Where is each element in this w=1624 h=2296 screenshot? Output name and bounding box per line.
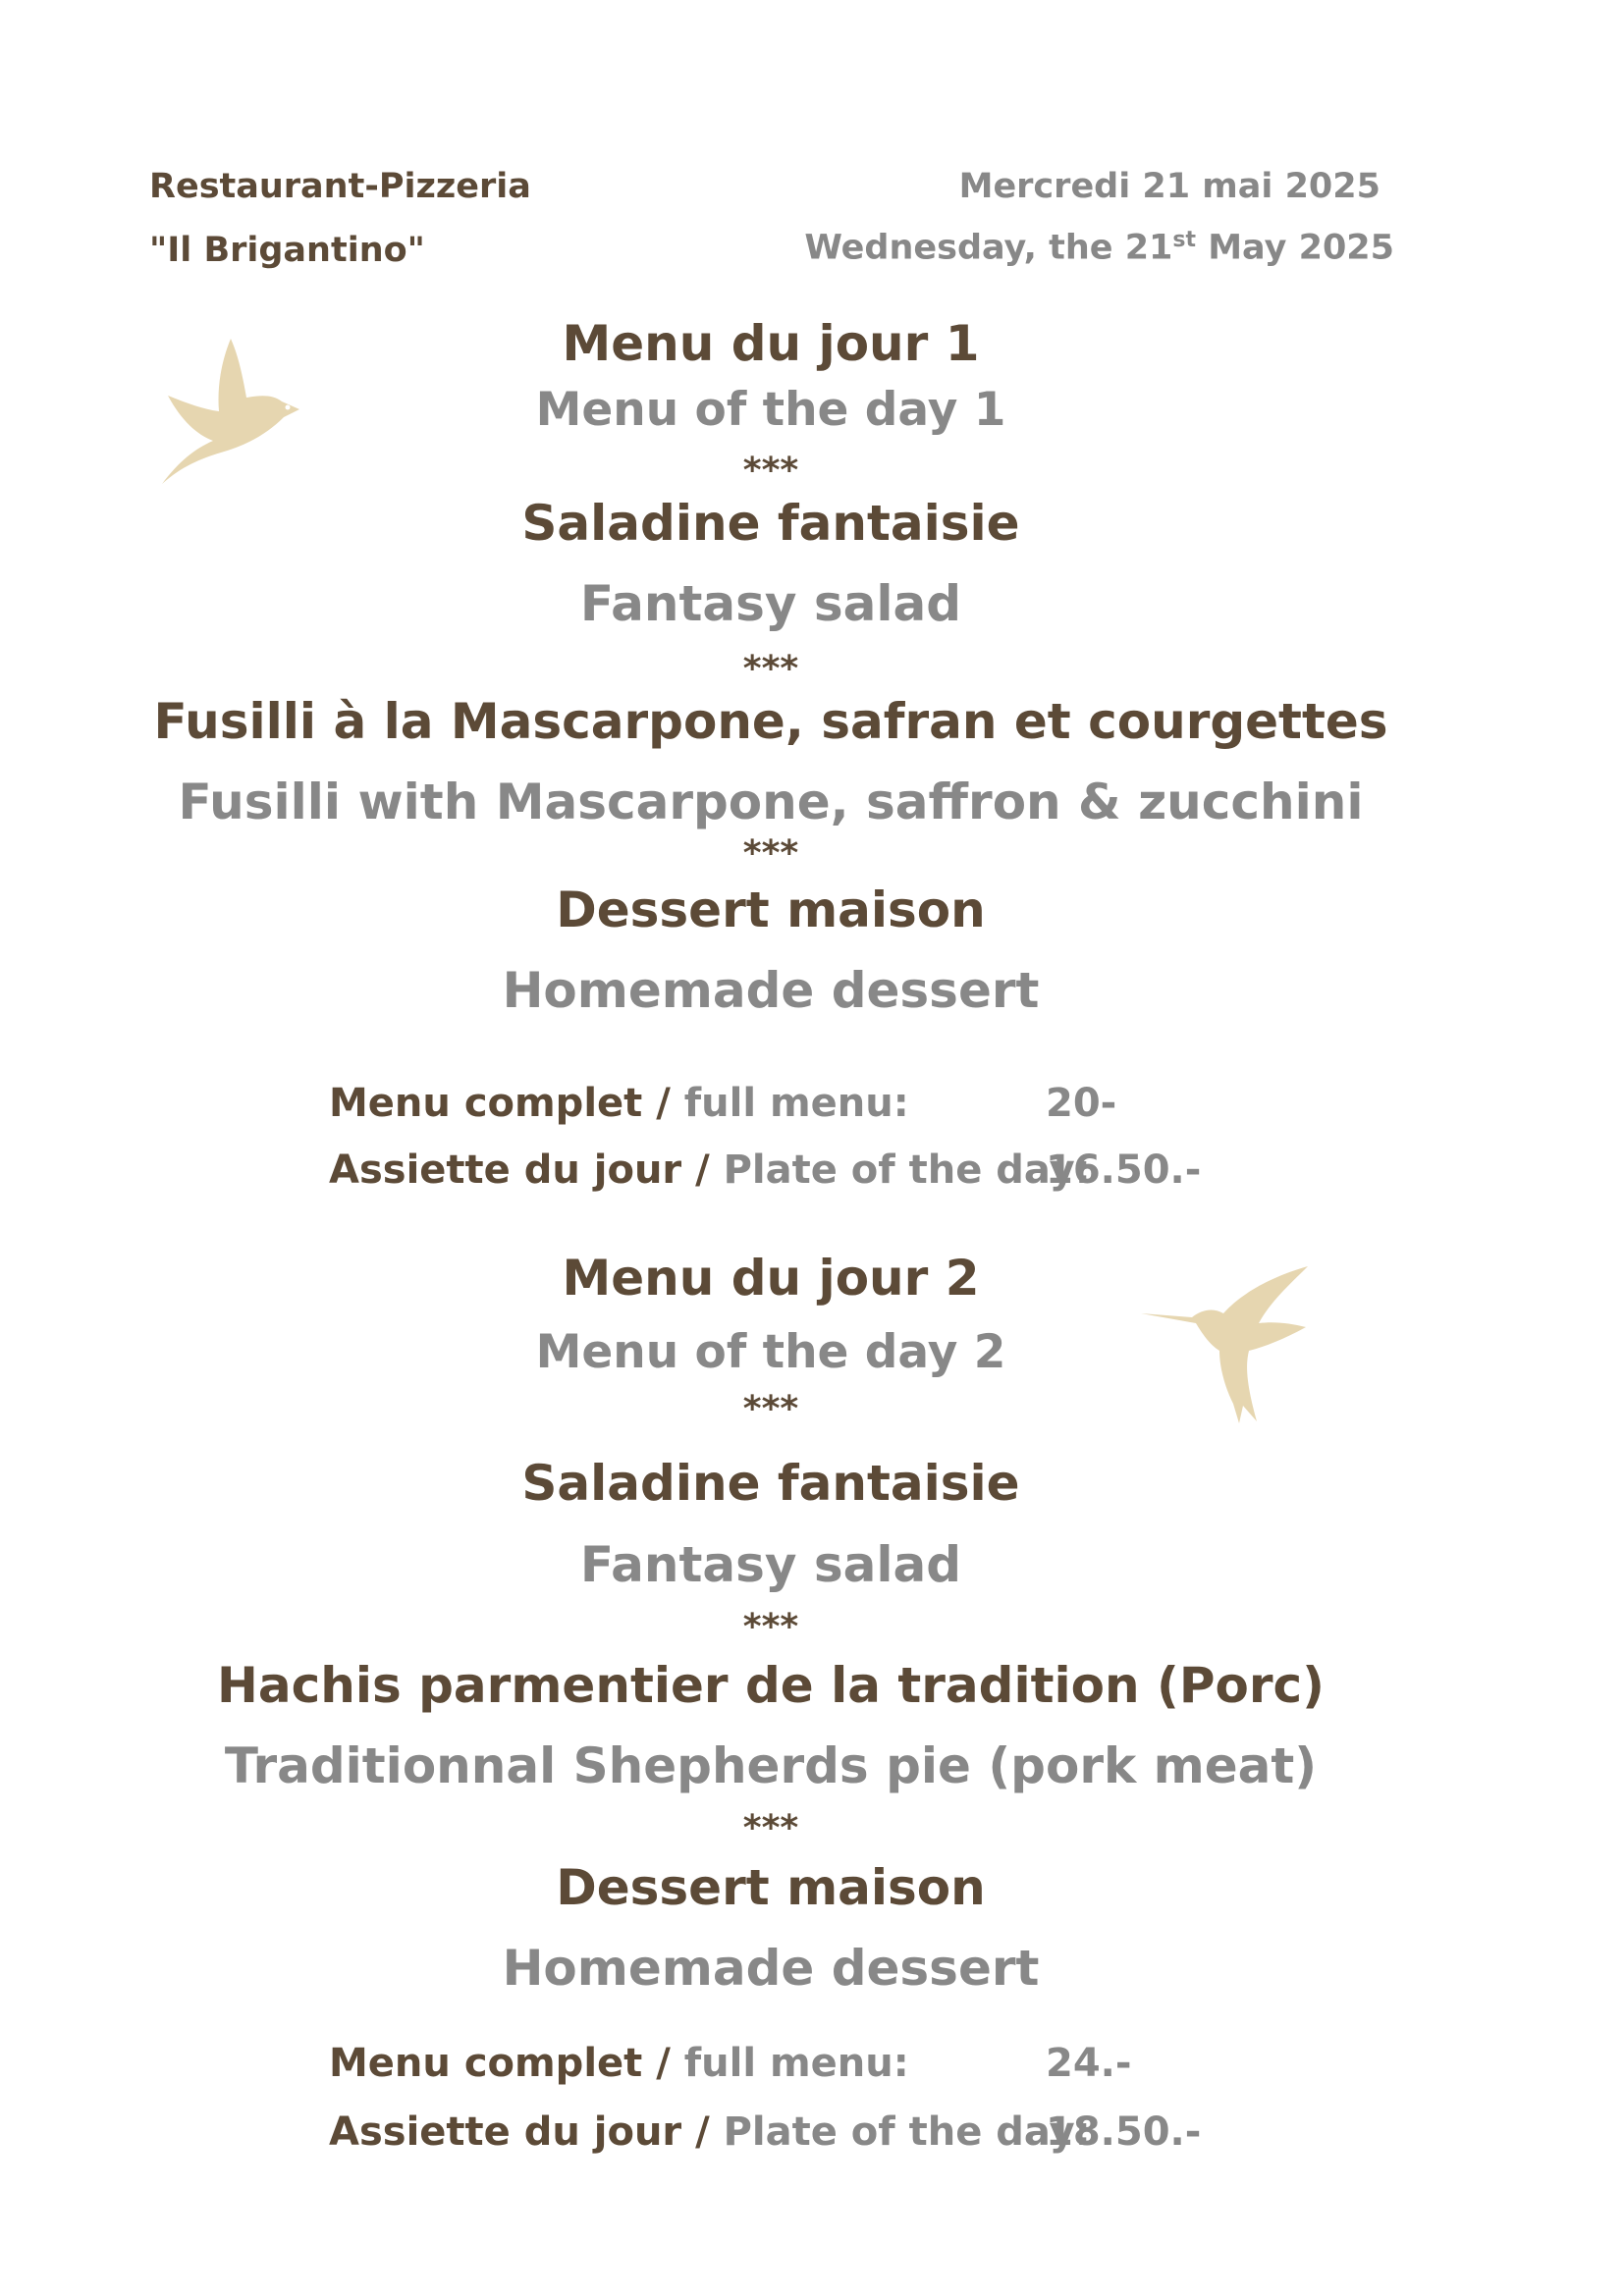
restaurant-name-line2: "Il Brigantino"	[149, 231, 425, 270]
restaurant-name-line1: Restaurant-Pizzeria	[149, 167, 531, 206]
menu1-full-menu-price-row: Menu complet / full menu: 20-	[329, 1081, 1117, 1126]
separator: ***	[742, 649, 799, 689]
menu1-plate-price-row: Assiette du jour / Plate of the day: 16.50.-	[329, 1148, 1202, 1193]
menu2-title-en: Menu of the day 2	[535, 1325, 1006, 1379]
menu2-dessert-fr: Dessert maison	[556, 1859, 986, 1916]
menu1-dessert-en: Homemade dessert	[502, 962, 1040, 1019]
menu2-plate-price-row: Assiette du jour / Plate of the day: 18.50.-	[329, 2109, 1202, 2155]
separator: ***	[742, 1389, 799, 1429]
menu1-plate-price: 16.50.-	[1046, 1148, 1202, 1193]
separator: ***	[742, 1808, 799, 1848]
date-french: Mercredi 21 mai 2025	[958, 167, 1380, 206]
separator: ***	[742, 1607, 799, 1647]
menu1-title-fr: Menu du jour 1	[562, 315, 980, 372]
menu2-main-en: Traditionnal Shepherds pie (pork meat)	[224, 1737, 1318, 1794]
menu1-starter-en: Fantasy salad	[579, 575, 962, 632]
date-english: Wednesday, the 21st May 2025	[804, 228, 1394, 268]
menu2-starter-en: Fantasy salad	[579, 1536, 962, 1593]
menu1-main-en: Fusilli with Mascarpone, saffron & zucchini	[178, 774, 1364, 830]
menu1-full-menu-price: 20-	[1046, 1081, 1117, 1126]
menu2-main-fr: Hachis parmentier de la tradition (Porc)	[217, 1657, 1325, 1714]
menu2-starter-fr: Saladine fantaisie	[521, 1455, 1020, 1512]
menu1-starter-fr: Saladine fantaisie	[521, 495, 1020, 552]
menu2-full-menu-price: 24.-	[1046, 2041, 1132, 2086]
menu1-title-en: Menu of the day 1	[535, 383, 1006, 437]
separator: ***	[742, 833, 799, 874]
menu1-dessert-fr: Dessert maison	[556, 881, 986, 938]
menu1-main-fr: Fusilli à la Mascarpone, safran et courgettes	[153, 693, 1388, 750]
menu2-full-menu-price-row: Menu complet / full menu: 24.-	[329, 2041, 1132, 2086]
menu2-plate-price: 18.50.-	[1046, 2109, 1202, 2155]
separator: ***	[742, 451, 799, 491]
menu2-title-fr: Menu du jour 2	[562, 1250, 980, 1307]
menu2-dessert-en: Homemade dessert	[502, 1940, 1040, 1997]
